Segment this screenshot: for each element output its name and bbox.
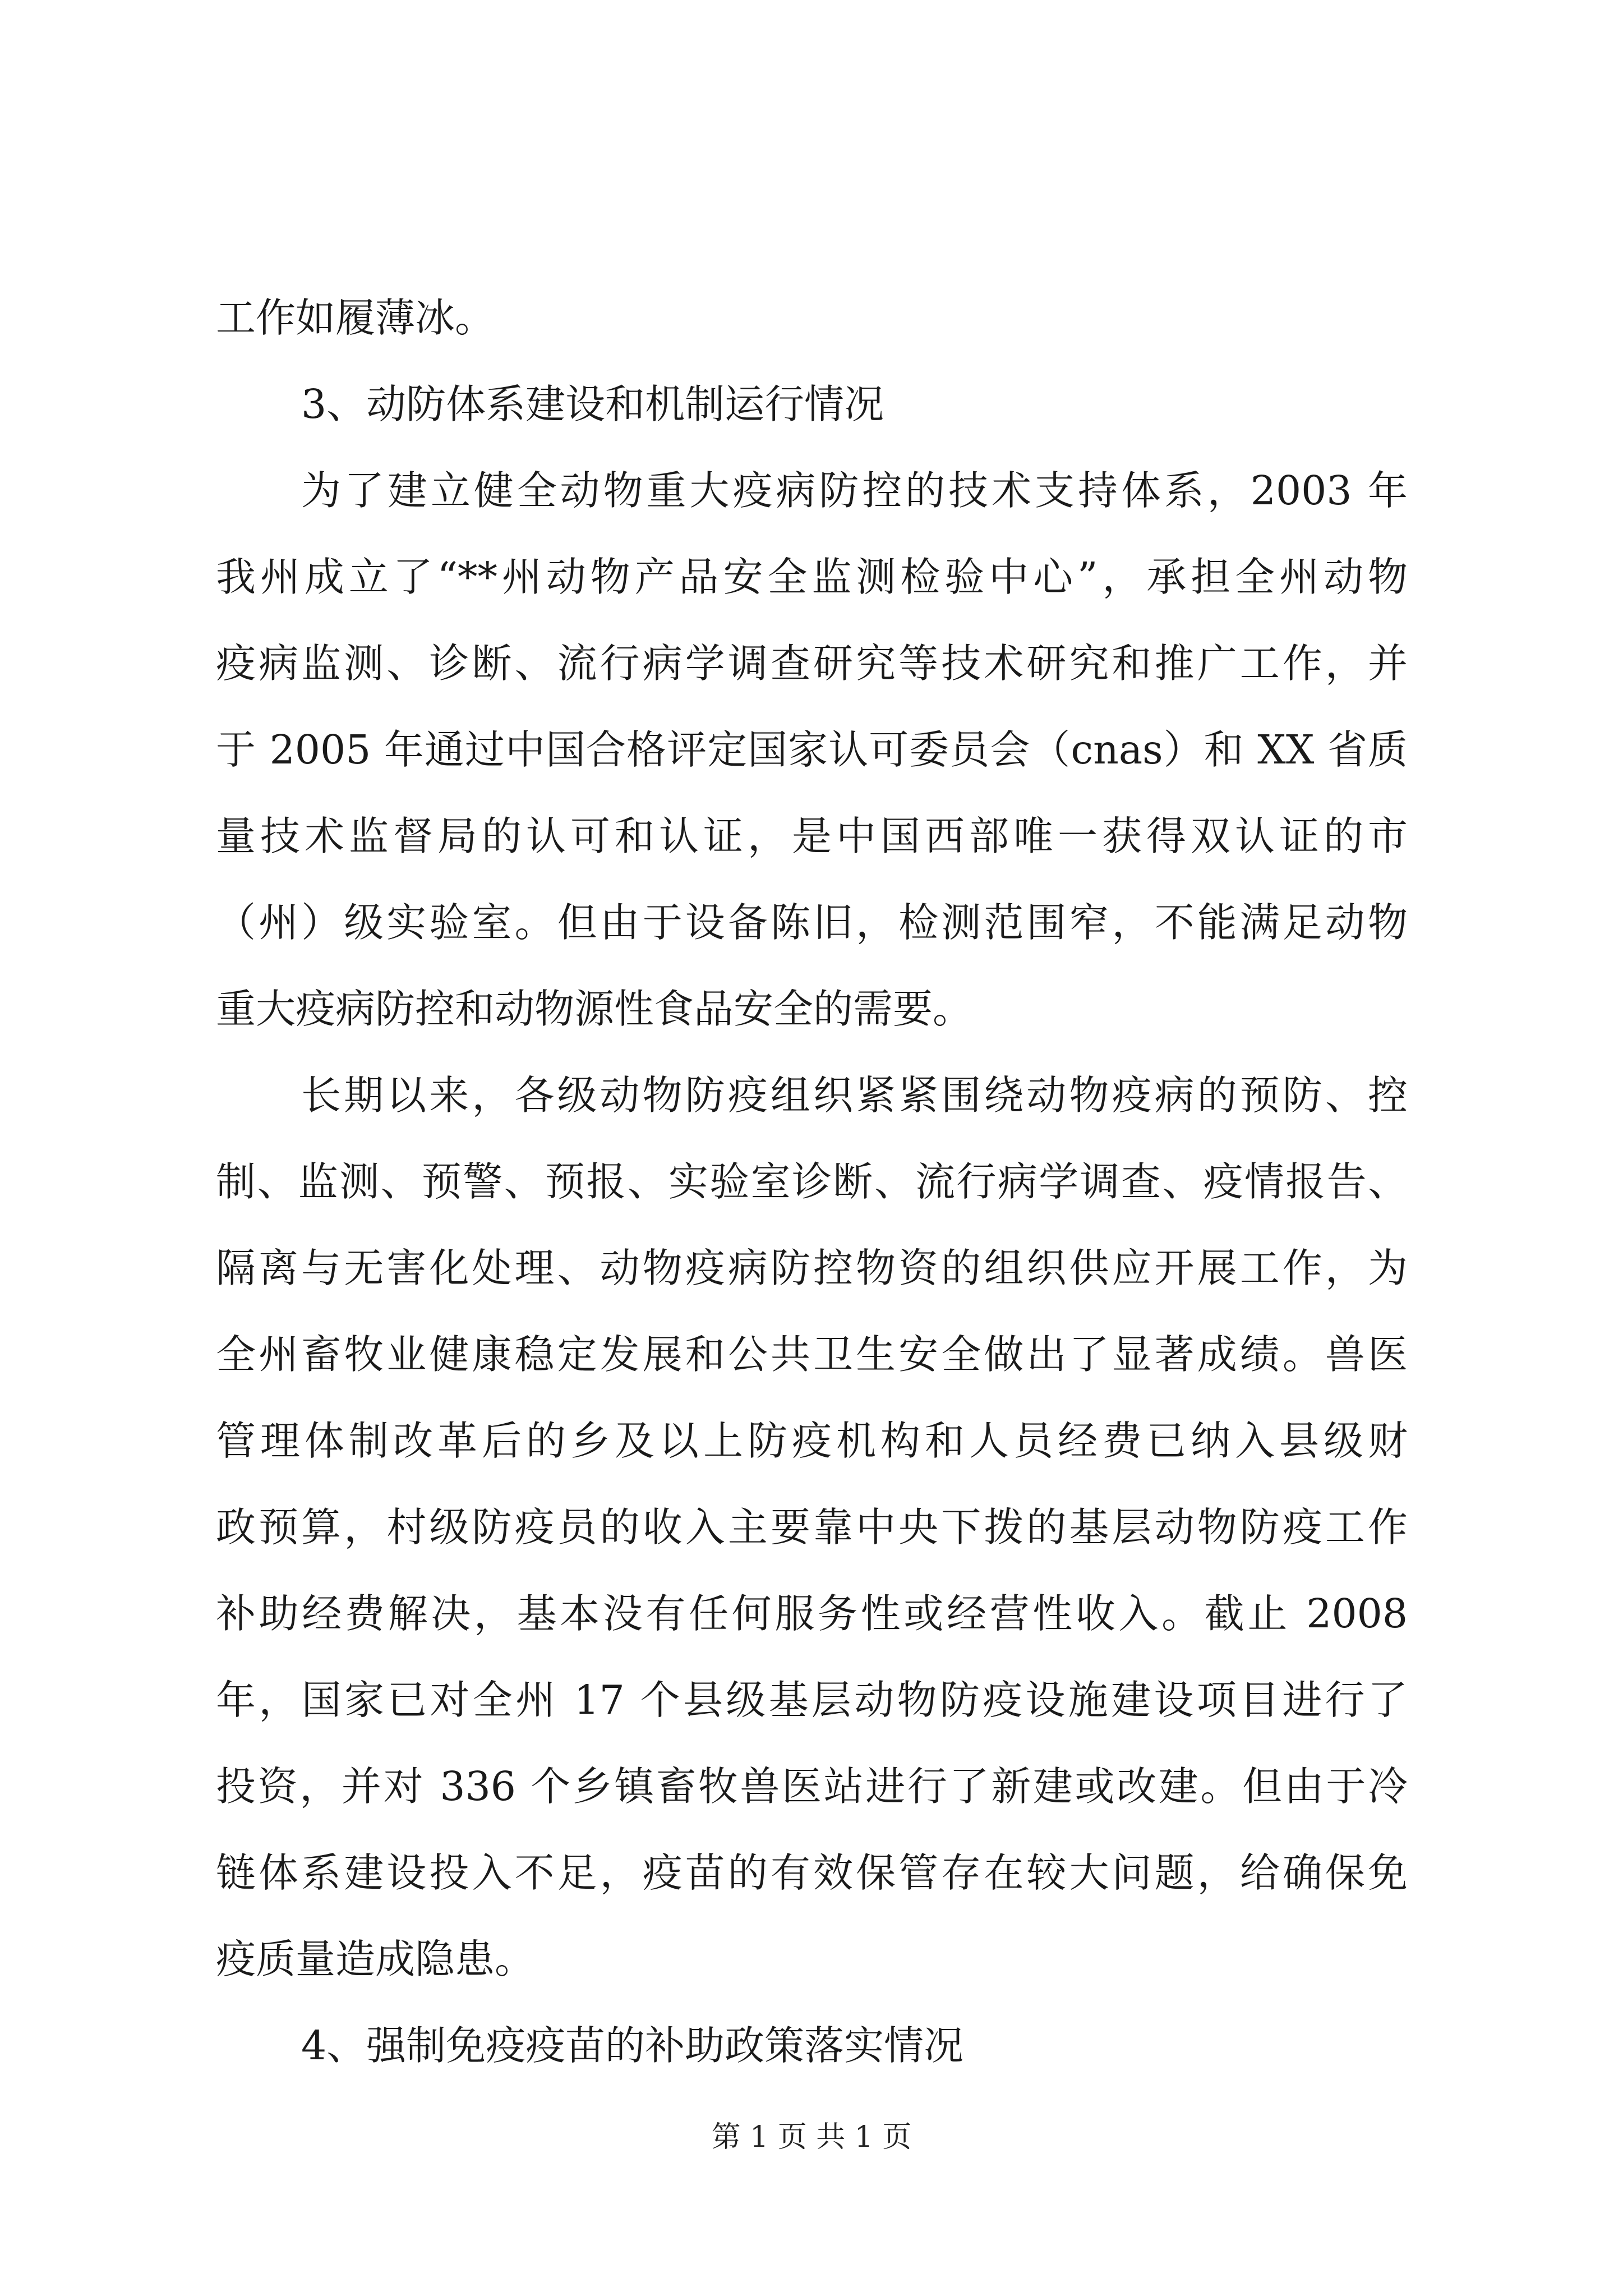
paragraph-line: 我州成立了“**州动物产品安全监测检验中心”，承担全州动物 [216, 554, 1408, 600]
paragraph-line: 管理体制改革后的乡及以上防疫机构和人员经费已纳入县级财 [216, 1418, 1408, 1464]
paragraph-line: 疫质量造成隐患。 [216, 1936, 535, 1982]
section-heading-4: 4、强制免疫疫苗的补助政策落实情况 [301, 2022, 964, 2069]
paragraph-line: 长期以来，各级动物防疫组织紧紧围绕动物疫病的预防、控 [301, 1072, 1408, 1119]
paragraph-line: 全州畜牧业健康稳定发展和公共卫生安全做出了显著成绩。兽医 [216, 1331, 1408, 1378]
paragraph-continuation-line: 工作如履薄冰。 [216, 295, 495, 341]
paragraph-line: 于 2005 年通过中国合格评定国家认可委员会（cnas）和 XX 省质 [216, 726, 1408, 773]
paragraph-line: 补助经费解决，基本没有任何服务性或经营性收入。截止 2008 [216, 1590, 1408, 1637]
paragraph-line: 疫病监测、诊断、流行病学调查研究等技术研究和推广工作，并 [216, 640, 1408, 687]
page-footer: 第 1 页 共 1 页 [711, 2120, 912, 2154]
paragraph-line: 重大疫病防控和动物源性食品安全的需要。 [216, 986, 973, 1032]
paragraph-line: 年，国家已对全州 17 个县级基层动物防疫设施建设项目进行了 [216, 1677, 1408, 1723]
paragraph-line: 链体系建设投入不足，疫苗的有效保管存在较大问题，给确保免 [216, 1849, 1408, 1896]
paragraph-line: 量技术监督局的认可和认证，是中国西部唯一获得双认证的市 [216, 813, 1408, 859]
section-heading-3: 3、动防体系建设和机制运行情况 [301, 381, 884, 427]
document-body [216, 275, 1408, 2089]
paragraph-line: （州）级实验室。但由于设备陈旧，检测范围窄，不能满足动物 [216, 899, 1408, 946]
paragraph-line: 投资，并对 336 个乡镇畜牧兽医站进行了新建或改建。但由于冷 [216, 1763, 1408, 1810]
paragraph-line: 政预算，村级防疫员的收入主要靠中央下拨的基层动物防疫工作 [216, 1504, 1408, 1550]
paragraph-line: 为了建立健全动物重大疫病防控的技术支持体系，2003 年 [301, 467, 1408, 514]
paragraph-line: 隔离与无害化处理、动物疫病防控物资的组织供应开展工作，为 [216, 1245, 1408, 1291]
paragraph-line: 制、监测、预警、预报、实验室诊断、流行病学调查、疫情报告、 [216, 1158, 1408, 1205]
